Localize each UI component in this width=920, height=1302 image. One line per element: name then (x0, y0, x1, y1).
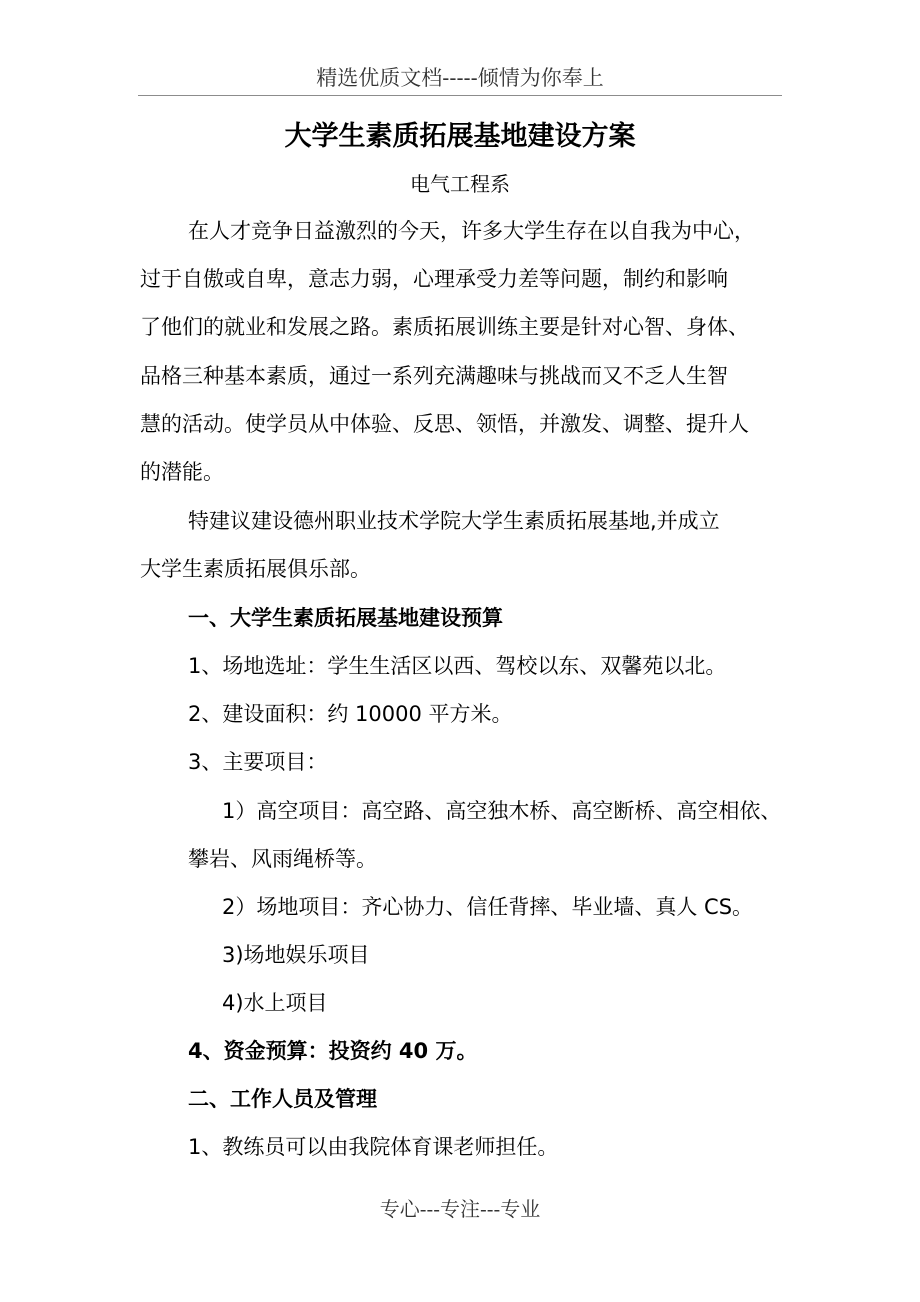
section1-heading: 一、大学生素质拓展基地建设预算 (188, 606, 503, 630)
section1-item-3: 3、主要项目： (188, 750, 328, 774)
intro-line-1: 在人才竞争日益激烈的今天，许多大学生存在以自我为中心， (188, 219, 755, 243)
section1-sub1-line2: 攀岩、风雨绳桥等。 (188, 847, 377, 871)
intro-line-3: 了他们的就业和发展之路。素质拓展训练主要是针对心智、身体、 (140, 315, 749, 339)
section1-sub2: 2）场地项目：齐心协力、信任背摔、毕业墙、真人 CS。 (222, 895, 754, 919)
document-title: 大学生素质拓展基地建设方案 (284, 121, 636, 152)
section2-item-1: 1、教练员可以由我院体育课老师担任。 (188, 1135, 559, 1159)
header-divider (138, 95, 782, 96)
page-header: 精选优质文档-----倾情为你奉上 (316, 66, 604, 90)
section1-item-4: 4、资金预算：投资约 40 万。 (188, 1039, 478, 1063)
intro-line-2: 过于自傲或自卑，意志力弱，心理承受力差等问题，制约和影响 (140, 267, 728, 291)
intro-line-4: 品格三种基本素质，通过一系列充满趣味与挑战而又不乏人生智 (140, 364, 728, 388)
document-subtitle: 电气工程系 (410, 172, 510, 196)
section2-heading: 二、工作人员及管理 (188, 1087, 377, 1111)
proposal-line-1: 特建议建设德州职业技术学院大学生素质拓展基地,并成立 (188, 509, 720, 533)
intro-line-6: 的潜能。 (140, 460, 224, 484)
intro-line-5: 慧的活动。使学员从中体验、反思、领悟，并激发、调整、提升人 (140, 412, 749, 436)
page-footer: 专心---专注---专业 (379, 1197, 541, 1221)
proposal-line-2: 大学生素质拓展俱乐部。 (140, 557, 371, 581)
section1-sub1-line1: 1）高空项目：高空路、高空独木桥、高空断桥、高空相依、 (222, 799, 782, 823)
section1-sub4: 4)水上项目 (222, 991, 328, 1015)
section1-item-2: 2、建设面积：约 10000 平方米。 (188, 702, 513, 726)
section1-sub3: 3)场地娱乐项目 (222, 943, 370, 967)
section1-item-1: 1、场地选址：学生生活区以西、驾校以东、双馨苑以北。 (188, 654, 727, 678)
